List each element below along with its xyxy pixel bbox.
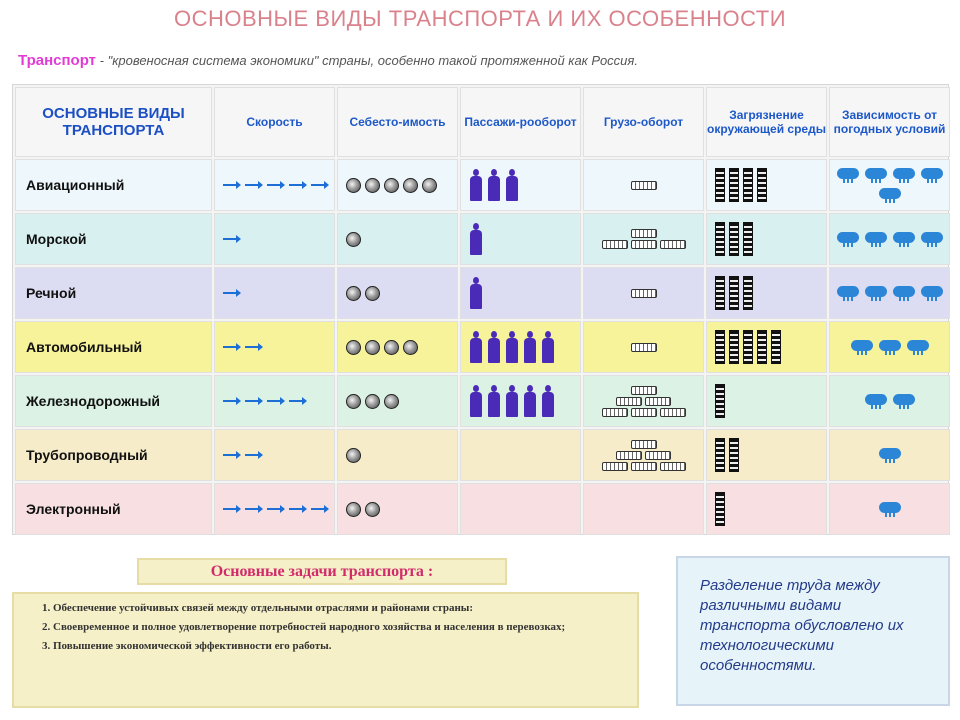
speed-cell (214, 375, 335, 427)
rain-cloud-icon (863, 284, 889, 302)
wagon-icon (631, 440, 657, 449)
transport-table (12, 84, 949, 535)
wagon-icon (631, 343, 657, 352)
coin-icon (365, 502, 380, 517)
wagon-icon (631, 408, 657, 417)
wagon-icon (660, 240, 686, 249)
cost-cell (337, 159, 458, 211)
person-icon (487, 169, 501, 201)
weather-cell (829, 321, 950, 373)
coin-icon (365, 394, 380, 409)
wagon-icon (660, 462, 686, 471)
task-item-3: 3. Повышение экономической эффективности его работы. (42, 640, 332, 652)
tasks-title: Основные задачи транспорта : (137, 558, 507, 585)
weather-cell (829, 429, 950, 481)
arrow-icon (223, 184, 239, 186)
chimney-icon (743, 222, 753, 256)
chimney-icon (715, 222, 725, 256)
pollution-cell (706, 321, 827, 373)
person-icon (469, 277, 483, 309)
wagon-icon (631, 229, 657, 238)
rain-cloud-icon (891, 166, 917, 184)
person-icon (469, 223, 483, 255)
passenger-cell (460, 375, 581, 427)
speed-cell (214, 483, 335, 535)
weather-cell (829, 159, 950, 211)
rain-cloud-icon (835, 166, 861, 184)
arrow-icon (223, 454, 239, 456)
person-icon (541, 331, 555, 363)
table-row (15, 159, 950, 211)
person-icon (505, 385, 519, 417)
cost-cell (337, 213, 458, 265)
tasks-list (12, 592, 639, 708)
rain-cloud-icon (877, 500, 903, 518)
header-transport-types: ОСНОВНЫЕ ВИДЫ ТРАНСПОРТА (15, 87, 212, 157)
transport-name: Речной (15, 267, 212, 319)
arrow-icon (267, 400, 283, 402)
arrow-icon (289, 184, 305, 186)
header-cost: Себесто-имость (337, 87, 458, 157)
table-row (15, 375, 950, 427)
rain-cloud-icon (877, 446, 903, 464)
chimney-icon (757, 168, 767, 202)
transport-name: Автомобильный (15, 321, 212, 373)
freight-cell (583, 483, 704, 535)
note-box: Разделение труда между различными видами транспорта обусловлено их технологическими особенностями. (676, 556, 950, 706)
chimney-icon (715, 384, 725, 418)
wagon-icon (631, 386, 657, 395)
page-subtitle (18, 52, 638, 69)
arrow-icon (245, 346, 261, 348)
person-icon (469, 169, 483, 201)
arrow-icon (245, 184, 261, 186)
arrow-icon (223, 508, 239, 510)
coin-icon (346, 340, 361, 355)
rain-cloud-icon (835, 284, 861, 302)
wagon-icon (631, 462, 657, 471)
rain-cloud-icon (891, 230, 917, 248)
chimney-icon (729, 330, 739, 364)
freight-cell (583, 429, 704, 481)
transport-name: Авиационный (15, 159, 212, 211)
rain-cloud-icon (863, 166, 889, 184)
freight-cell (583, 159, 704, 211)
speed-cell (214, 267, 335, 319)
wagon-icon (645, 397, 671, 406)
coin-icon (346, 286, 361, 301)
coin-icon (365, 178, 380, 193)
wagon-icon (616, 451, 642, 460)
header-weather-dependency: Зависимость от погодных условий (829, 87, 950, 157)
coin-icon (346, 178, 361, 193)
cost-cell (337, 483, 458, 535)
arrow-icon (245, 400, 261, 402)
passenger-cell (460, 213, 581, 265)
arrow-icon (311, 508, 327, 510)
person-icon (523, 331, 537, 363)
coin-icon (384, 340, 399, 355)
task-item-2: 2. Своевременное и полное удовлетворение потребностей народного хозяйства и населения в перевозках; (42, 621, 566, 633)
table-row (15, 429, 950, 481)
coin-icon (346, 448, 361, 463)
wagon-icon (602, 408, 628, 417)
rain-cloud-icon (891, 392, 917, 410)
arrow-icon (289, 508, 305, 510)
weather-cell (829, 483, 950, 535)
passenger-cell (460, 159, 581, 211)
pollution-cell (706, 483, 827, 535)
passenger-cell (460, 321, 581, 373)
chimney-icon (715, 330, 725, 364)
chimney-icon (743, 330, 753, 364)
transport-name: Трубопроводный (15, 429, 212, 481)
pollution-cell (706, 429, 827, 481)
chimney-icon (715, 438, 725, 472)
rain-cloud-icon (919, 284, 945, 302)
cost-cell (337, 321, 458, 373)
subtitle-term: Транспорт (18, 52, 97, 69)
chimney-icon (771, 330, 781, 364)
speed-cell (214, 213, 335, 265)
wagon-icon (616, 397, 642, 406)
chimney-icon (715, 492, 725, 526)
speed-cell (214, 321, 335, 373)
cost-cell (337, 429, 458, 481)
wagon-icon (602, 462, 628, 471)
person-icon (487, 385, 501, 417)
coin-icon (384, 178, 399, 193)
arrow-icon (267, 508, 283, 510)
transport-name: Железнодорожный (15, 375, 212, 427)
rain-cloud-icon (835, 230, 861, 248)
task-item-1: 1. Обеспечение устойчивых связей между отдельными отраслями и районами страны: (42, 602, 474, 614)
rain-cloud-icon (905, 338, 931, 356)
rain-cloud-icon (919, 230, 945, 248)
pollution-cell (706, 375, 827, 427)
arrow-icon (223, 238, 239, 240)
chimney-icon (729, 276, 739, 310)
freight-cell (583, 267, 704, 319)
weather-cell (829, 375, 950, 427)
arrow-icon (223, 400, 239, 402)
person-icon (523, 385, 537, 417)
rain-cloud-icon (863, 230, 889, 248)
chimney-icon (743, 168, 753, 202)
pollution-cell (706, 159, 827, 211)
rain-cloud-icon (919, 166, 945, 184)
table-row (15, 213, 950, 265)
speed-cell (214, 159, 335, 211)
arrow-icon (245, 508, 261, 510)
header-passenger-turnover: Пассажи-рооборот (460, 87, 581, 157)
pollution-cell (706, 267, 827, 319)
coin-icon (403, 340, 418, 355)
rain-cloud-icon (863, 392, 889, 410)
page-title: ОСНОВНЫЕ ВИДЫ ТРАНСПОРТА И ИХ ОСОБЕННОСТИ (173, 6, 787, 31)
pollution-cell (706, 213, 827, 265)
arrow-icon (223, 346, 239, 348)
arrow-icon (223, 292, 239, 294)
rain-cloud-icon (891, 284, 917, 302)
arrow-icon (267, 184, 283, 186)
cost-cell (337, 267, 458, 319)
chimney-icon (757, 330, 767, 364)
coin-icon (365, 286, 380, 301)
person-icon (469, 331, 483, 363)
wagon-icon (631, 181, 657, 190)
coin-icon (346, 502, 361, 517)
transport-name: Морской (15, 213, 212, 265)
person-icon (505, 169, 519, 201)
transport-name: Электронный (15, 483, 212, 535)
freight-cell (583, 213, 704, 265)
speed-cell (214, 429, 335, 481)
weather-cell (829, 213, 950, 265)
chimney-icon (715, 276, 725, 310)
weather-cell (829, 267, 950, 319)
header-speed: Скорость (214, 87, 335, 157)
arrow-icon (245, 454, 261, 456)
coin-icon (346, 394, 361, 409)
subtitle-text: - "кровеносная система экономики" страны, особенно такой протяженной как Россия. (96, 53, 638, 68)
cost-cell (337, 375, 458, 427)
wagon-icon (631, 289, 657, 298)
person-icon (541, 385, 555, 417)
wagon-icon (631, 240, 657, 249)
coin-icon (346, 232, 361, 247)
passenger-cell (460, 429, 581, 481)
coin-icon (384, 394, 399, 409)
wagon-icon (660, 408, 686, 417)
rain-cloud-icon (877, 186, 903, 204)
chimney-icon (729, 222, 739, 256)
chimney-icon (729, 438, 739, 472)
arrow-icon (311, 184, 327, 186)
freight-cell (583, 321, 704, 373)
coin-icon (422, 178, 437, 193)
chimney-icon (715, 168, 725, 202)
table-row (15, 267, 950, 319)
rain-cloud-icon (849, 338, 875, 356)
passenger-cell (460, 483, 581, 535)
passenger-cell (460, 267, 581, 319)
header-freight-turnover: Грузо-оборот (583, 87, 704, 157)
table-row (15, 321, 950, 373)
coin-icon (403, 178, 418, 193)
wagon-icon (645, 451, 671, 460)
person-icon (505, 331, 519, 363)
freight-cell (583, 375, 704, 427)
wagon-icon (602, 240, 628, 249)
person-icon (469, 385, 483, 417)
table-row (15, 483, 950, 535)
rain-cloud-icon (877, 338, 903, 356)
coin-icon (365, 340, 380, 355)
chimney-icon (743, 276, 753, 310)
person-icon (487, 331, 501, 363)
arrow-icon (289, 400, 305, 402)
chimney-icon (729, 168, 739, 202)
header-pollution: Загрязнение окружающей среды (706, 87, 827, 157)
